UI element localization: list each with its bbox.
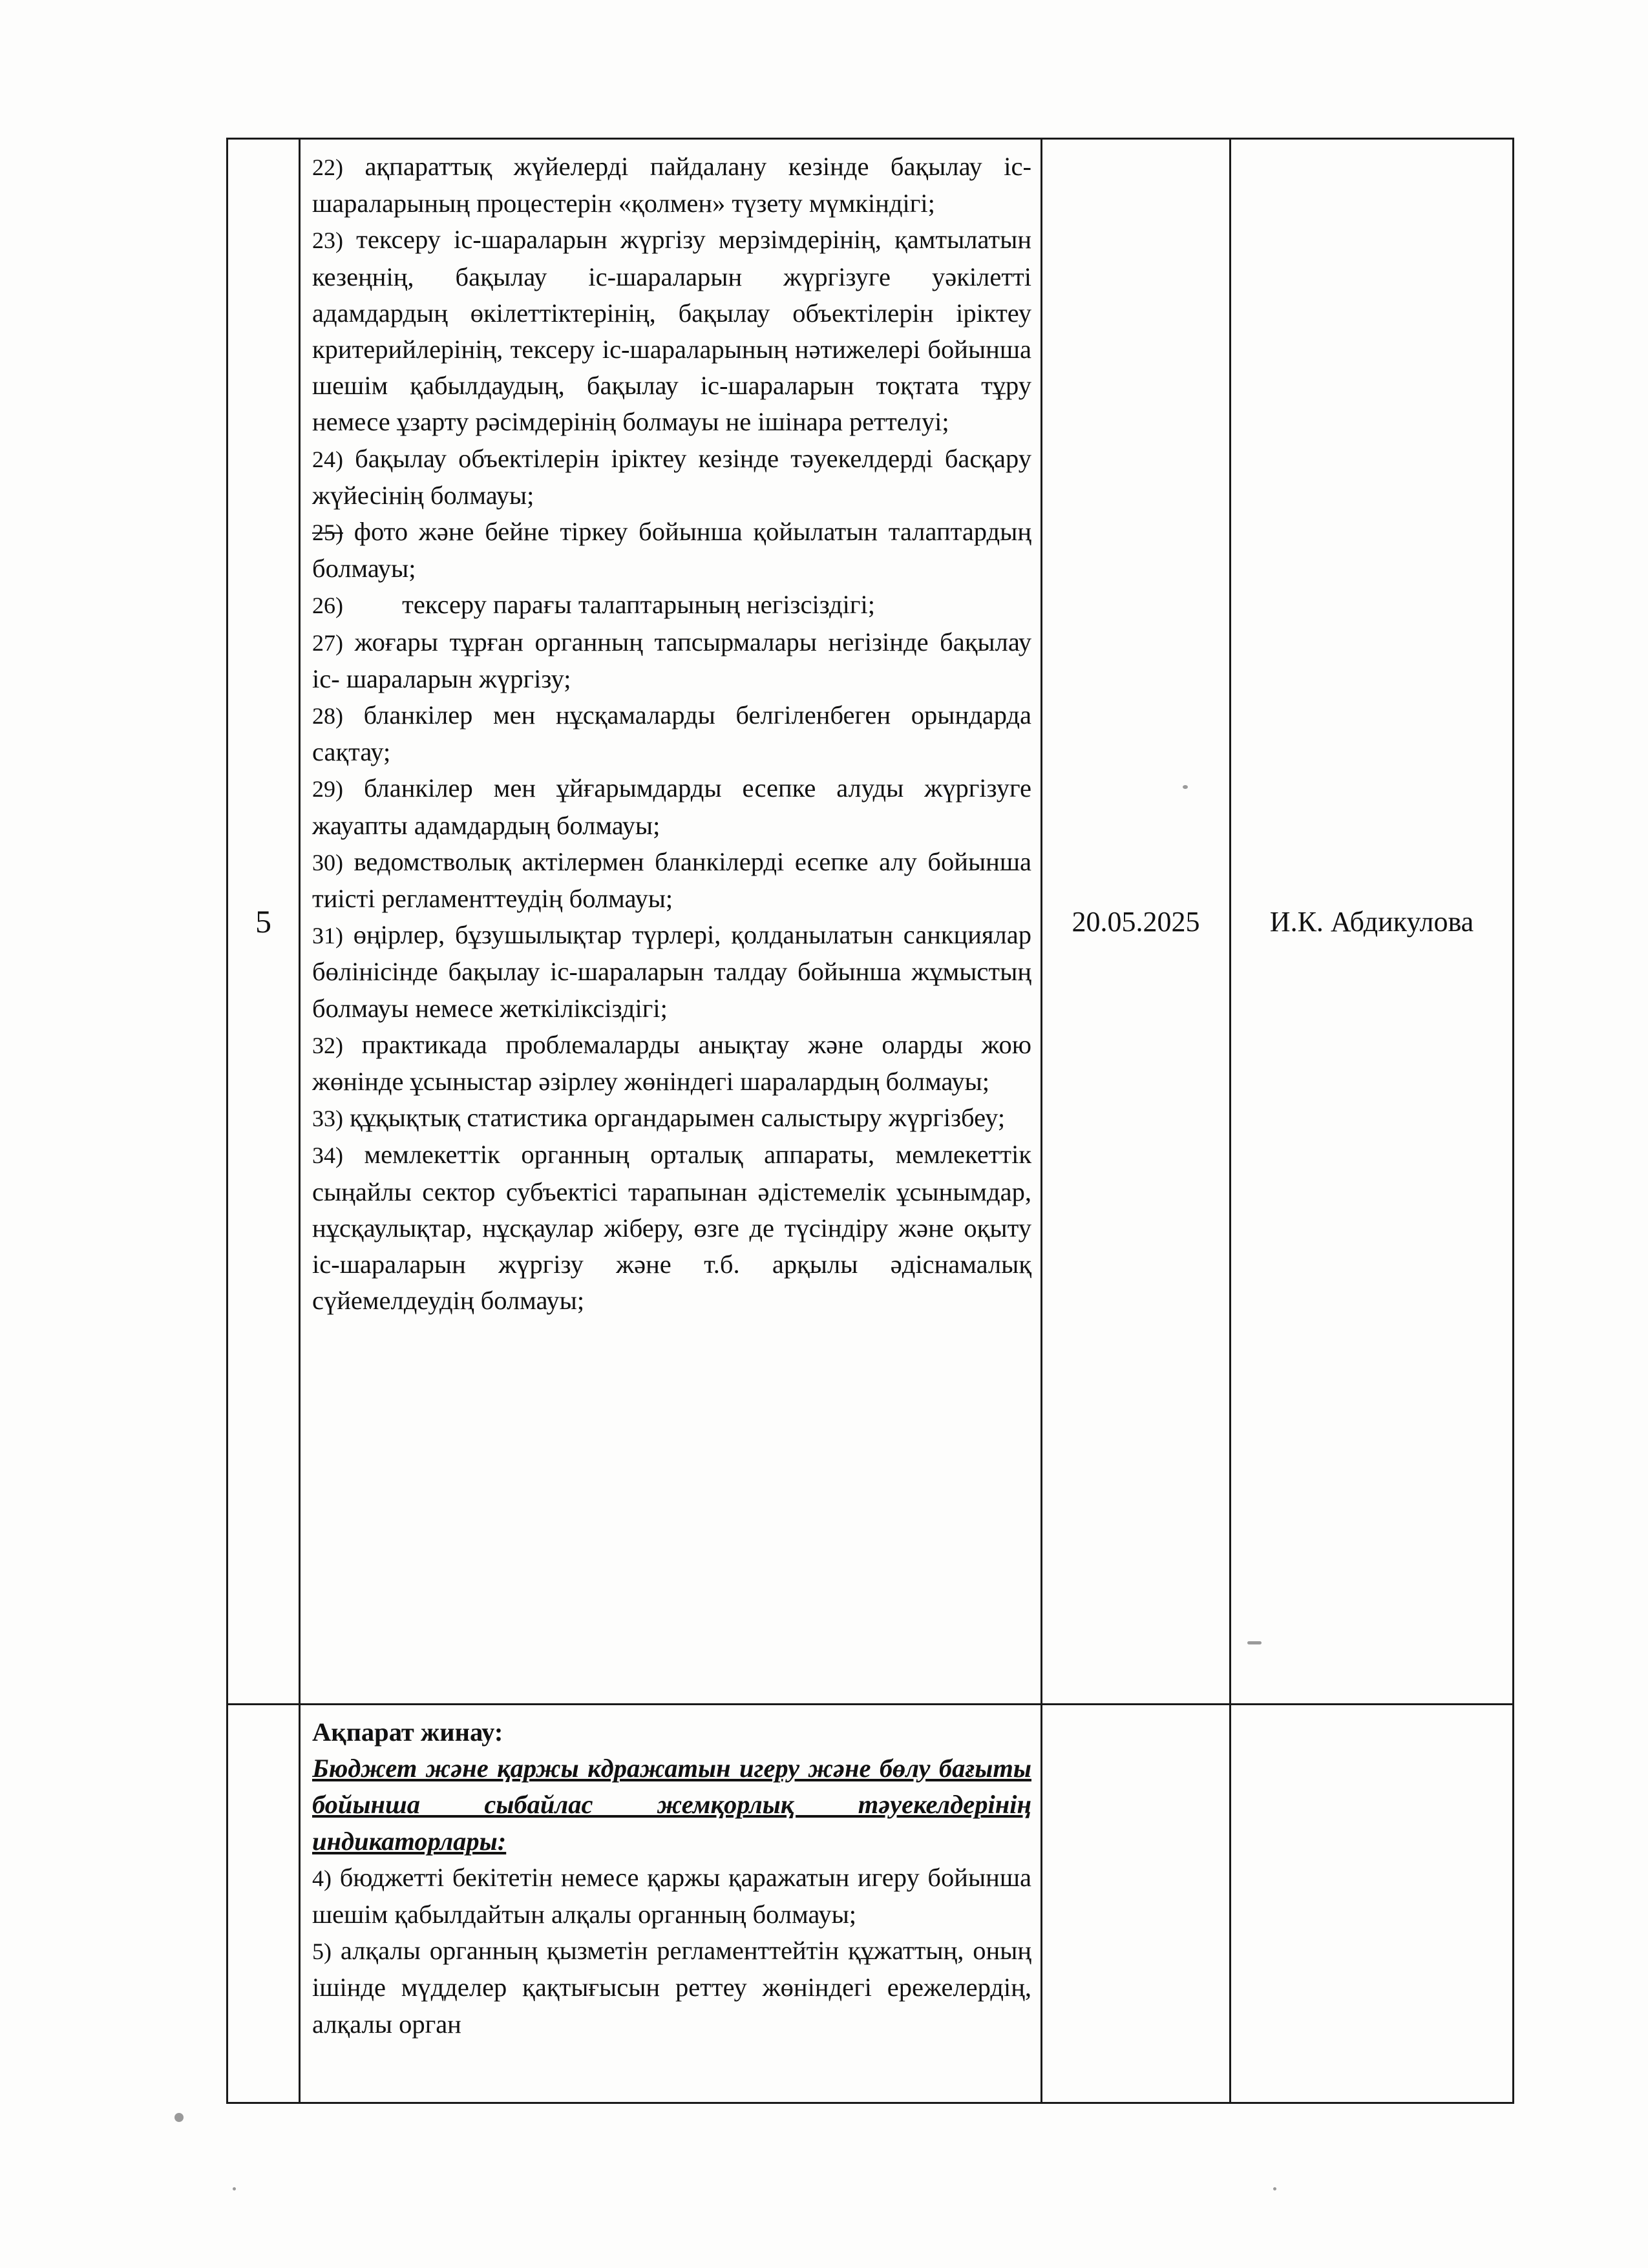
list-item: 27) жоғары тұрған органның тапсырмалары негізінде бақылау іс- шараларын жүргізу;	[312, 627, 1032, 693]
section-subheading: Бюджет және қаржы кдражатын игеру және бөлу бағыты бойынша сыбайлас жемқорлық тәуекелдерінің индикаторлары:	[312, 1754, 1031, 1856]
deadline-date-empty	[1042, 1705, 1231, 2103]
row-number: 5	[227, 139, 300, 1705]
list-item: 22) ақпараттық жүйелерді пайдалану кезінде бақылау іс- шараларының процестерін «қолмен» түзету мүмкіндігі;	[312, 152, 1031, 218]
row-number-empty	[227, 1705, 300, 2103]
list-item: 23) тексеру іс-шараларын жүргізу мерзімдерінің, қамтылатын кезеңнің, бақылау іс-шараларын жүргізуге уәкілетті адамдардың өкілеттіктерінің, бақылау объектілерін іріктеу критерийлерінің, тексеру іс-шараларының нәтижелері бойынша шешім қабылдаудың, бақылау іс-шараларын тоқтата тұру немесе ұзарту рәсімдерінің болмауы не ішінара реттелуі;	[312, 225, 1031, 437]
list-item: 25) фото және бейне тіркеу бойынша қойылатын талаптардың болмауы;	[312, 517, 1031, 583]
list-item: 29) бланкілер мен ұйғарымдарды есепке алуды жүргізуге жауапты адамдардың болмауы;	[312, 773, 1032, 840]
list-item: 33) құқықтық статистика органдарымен салыстыру жүргізбеу;	[312, 1103, 1006, 1133]
list-item: 30) ведомстволық актілермен бланкілерді есепке алу бойынша тиісті регламенттеудің болмауы;	[312, 846, 1031, 914]
list-item: 32) практикада проблемаларды анықтау және оларды жою жөнінде ұсыныстар әзірлеу жөніндегі шаралардың болмауы;	[312, 1029, 1031, 1097]
list-item: 5) алқалы органның қызметін регламенттейтін құжаттың, оның ішінде мүдделер қақтығысын реттеу жөніндегі ережелердің, алқалы орган	[312, 1936, 1031, 2039]
scan-speck	[1247, 1641, 1262, 1644]
section-heading: Ақпарат жинау:	[312, 1717, 503, 1747]
scan-speck	[1183, 785, 1188, 789]
scan-speck	[1273, 2187, 1276, 2190]
measures-table	[226, 138, 1514, 2104]
list-item: 4) бюджетті бекітетін немесе қаржы қаражатын игеру бойынша шешім қабылдайтын алқалы органның болмауы;	[312, 1862, 1031, 1929]
responsible-person-empty	[1231, 1705, 1514, 2103]
list-item: 28) бланкілер мен нұсқамаларды белгіленбеген орындарда сақтау;	[312, 700, 1032, 767]
info-collection-cell	[300, 1705, 1042, 2103]
list-item: 26) тексеру парағы талаптарының негізсіздігі;	[312, 590, 875, 620]
table-row	[227, 1705, 1514, 2103]
list-item: 31) өңірлер, бұзушылықтар түрлері, қолданылатын санкциялар бөлінісінде бақылау іс-шараларын талдау бойынша жұмыстың болмауы немесе жеткіліксіздігі;	[312, 920, 1031, 1023]
risk-items-cell	[300, 139, 1042, 1705]
scan-speck	[174, 2113, 184, 2122]
responsible-person: И.К. Абдикулова	[1231, 139, 1514, 1705]
list-item: 24) бақылау объектілерін іріктеу кезінде тәуекелдерді басқару жүйесінің болмауы;	[312, 443, 1031, 510]
table-row	[227, 139, 1514, 1705]
deadline-date: 20.05.2025	[1042, 139, 1231, 1705]
scan-speck	[233, 2187, 236, 2190]
list-item: 34) мемлекеттік органның орталық аппараты, мемлекеттік сыңайлы сектор субъектісі тарапынан әдістемелік ұсынымдар, нұсқаулықтар, нұсқаулар жіберу, өзге де түсіндіру және оқыту іс-шараларын жүргізу және т.б. арқылы әдіснамалық сүйемелдеудің болмауы;	[312, 1140, 1031, 1316]
